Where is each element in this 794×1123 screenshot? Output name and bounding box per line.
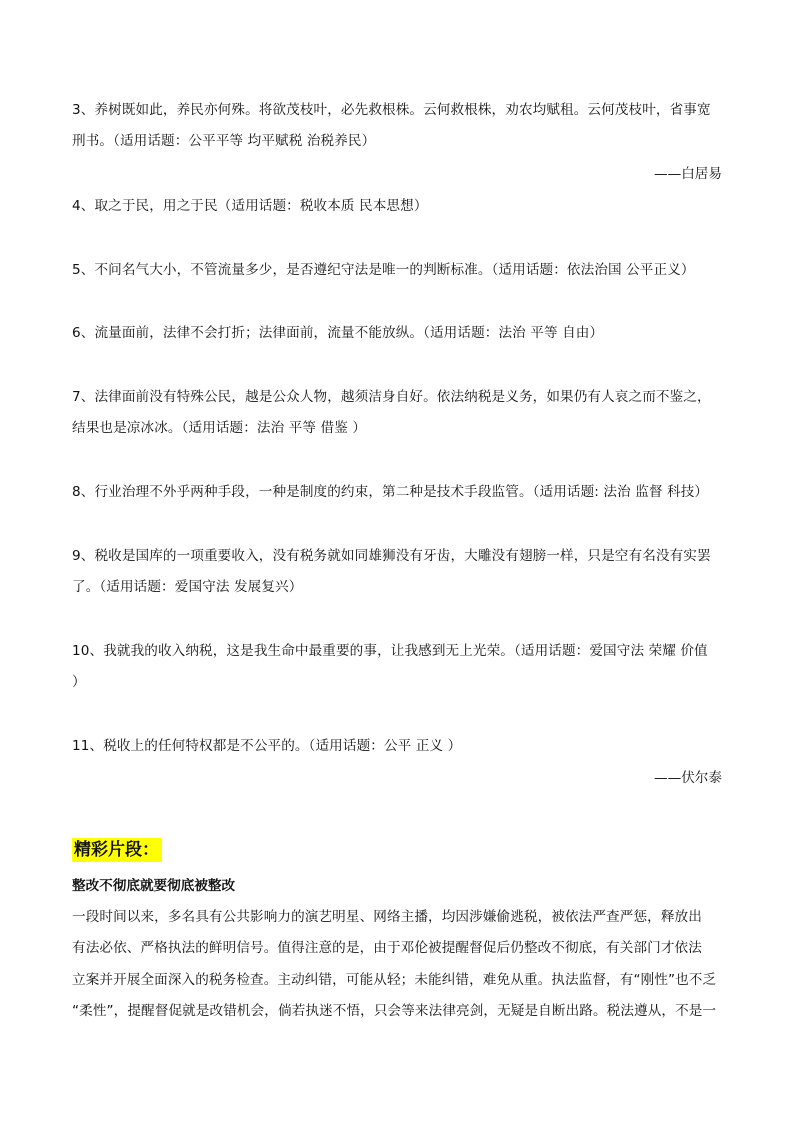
quote-8: 8、行业治理不外乎两种手段，一种是制度的约束，第二种是技术手段监管。（适用话题: 法治 监督 科技） (72, 484, 709, 500)
quote-10-line-1: 10、我就我的收入纳税，这是我生命中最重要的事，让我感到无上光荣。（适用话题：爱国守法 荣耀 价值 (72, 643, 708, 659)
quote-5: 5、不问名气大小，不管流量多少，是否遵纪守法是唯一的判断标准。（适用话题：依法治国 公平正义） (72, 262, 695, 278)
quote-6: 6、流量面前，法律不会打折；法律面前，流量不能放纵。（适用话题：法治 平等 自由） (72, 325, 604, 341)
quote-11: 11、税收上的任何特权都是不公平的。（适用话题：公平 正义 ） (72, 738, 462, 754)
section-subheading: 整改不彻底就要彻底被整改 (72, 878, 236, 894)
quote-10-line-2: ） (72, 674, 86, 690)
quote-9-line-2: 了。（适用话题：爱国守法 发展复兴） (72, 579, 303, 595)
quote-7-line-1: 7、法律面前没有特殊公民，越是公众人物，越须洁身自好。依法纳税是义务，如果仍有人哀之而不鉴之， (72, 389, 711, 405)
section-heading: 精彩片段： (72, 838, 162, 862)
paragraph-line-4: “柔性”，提醒督促就是改错机会，倘若执迷不悟，只会等来法律亮剑，无疑是自断出路。税法遵从，不是一 (72, 1003, 717, 1019)
quote-3-line-2: 刑书。（适用话题：公平平等 均平赋税 治税养民） (72, 133, 376, 149)
quote-11-author: ——伏尔泰 (654, 770, 722, 786)
quote-4: 4、取之于民，用之于民（适用话题：税收本质 民本思想） (72, 198, 428, 214)
quote-3-line-1: 3、养树既如此，养民亦何殊。将欲茂枝叶，必先救根株。云何救根株，劝农均赋租。云何茂枝叶，省事宽 (72, 102, 711, 118)
paragraph-line-3: 立案并开展全面深入的税务检查。主动纠错，可能从轻；未能纠错，难免从重。执法监督，有“刚性”也不乏 (72, 972, 717, 988)
quote-7-line-2: 结果也是凉冰冰。（适用话题：法治 平等 借鉴 ） (72, 420, 367, 436)
quote-9-line-1: 9、税收是国库的一项重要收入，没有税务就如同雄狮没有牙齿，大雕没有翅膀一样，只是空有名没有实罢 (72, 548, 711, 564)
quote-3-author: ——白居易 (654, 166, 722, 182)
paragraph-line-1: 一段时间以来，多名具有公共影响力的演艺明星、网络主播，均因涉嫌偷逃税，被依法严查严惩，释放出 (72, 909, 702, 925)
paragraph-line-2: 有法必依、严格执法的鲜明信号。值得注意的是，由于邓伦被提醒督促后仍整改不彻底，有关部门才依法 (72, 940, 702, 956)
